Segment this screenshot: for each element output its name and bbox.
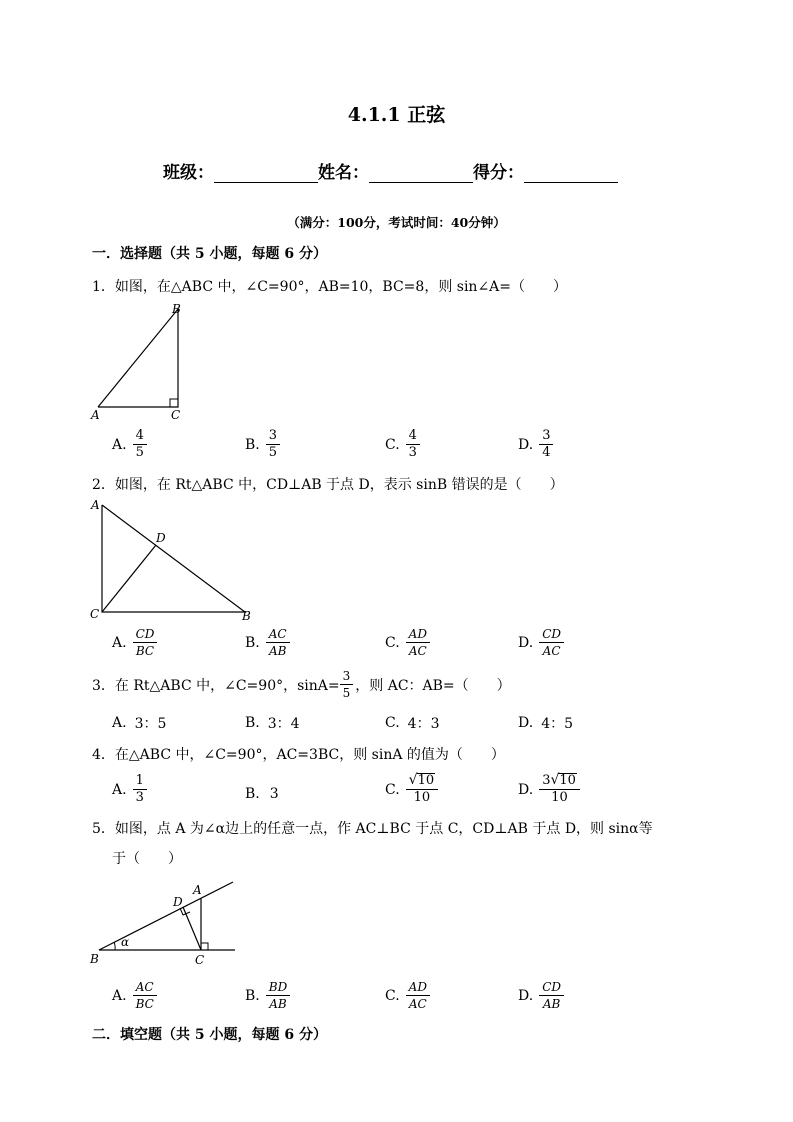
q3-option-c[interactable]: C. 4：3 xyxy=(385,715,440,732)
q3-option-a[interactable]: A. 3：5 xyxy=(112,715,167,732)
section-choice-heading: 一．选择题（共 5 小题，每题 6 分） xyxy=(92,246,327,262)
fig1-label-b: B xyxy=(172,302,181,316)
question-1-figure xyxy=(88,300,198,425)
question-3-text: 3．在 Rt△ABC 中，∠C=90°，sinA= $\frac{3}{5}$ ，则 AC：AB=（ ） xyxy=(92,669,511,700)
q5-option-c[interactable]: C. $\frac{AD}{AC}$ xyxy=(385,979,430,1012)
student-info-row xyxy=(163,158,618,183)
score-field[interactable] xyxy=(524,164,618,183)
q5-option-d[interactable]: D. $\frac{CD}{AB}$ xyxy=(518,979,564,1012)
fig1-label-c: C xyxy=(171,408,181,422)
q1-option-d[interactable]: D. $\frac{3}{4}$ xyxy=(518,428,553,461)
q2-option-a[interactable]: A. $\frac{CD}{BC}$ xyxy=(112,626,157,659)
class-field[interactable] xyxy=(214,164,318,183)
q1-option-c[interactable]: C. $\frac{4}{3}$ xyxy=(385,428,420,461)
fig2-label-b: B xyxy=(242,609,251,623)
question-2-figure xyxy=(85,495,260,625)
question-1-text: 1．如图，在△ABC 中，∠C=90°，AB=10，BC=8，则 sin∠A=（ ） xyxy=(92,279,568,295)
question-4-text: 4．在△ABC 中，∠C=90°，AC=3BC，则 sinA 的值为（ ） xyxy=(92,747,505,763)
q2-option-b[interactable]: B. $\frac{AC}{AB}$ xyxy=(245,626,290,659)
question-5-figure xyxy=(85,875,245,970)
fig5-label-b: B xyxy=(90,952,99,966)
fig5-label-d: D xyxy=(173,895,183,909)
question-5-text-line2: 于（ ） xyxy=(112,851,182,867)
fig2-label-d: D xyxy=(156,531,166,545)
page-title: 4.1.1 正弦 xyxy=(347,104,446,126)
exam-note: （满分：100分，考试时间：40分钟） xyxy=(287,215,506,230)
section-fill-heading: 二．填空题（共 5 小题，每题 6 分） xyxy=(92,1027,327,1043)
q4-option-a[interactable]: A. $\frac{1}{3}$ xyxy=(112,773,147,806)
q4-option-b[interactable]: B. 3 xyxy=(245,786,279,802)
q3-option-d[interactable]: D. 4：5 xyxy=(518,715,574,732)
q5-option-b[interactable]: B. $\frac{BD}{AB}$ xyxy=(245,979,290,1012)
q1-option-a[interactable]: A. $\frac{4}{5}$ xyxy=(112,428,147,461)
question-2-text: 2．如图，在 Rt△ABC 中，CD⊥AB 于点 D，表示 sinB 错误的是（ ） xyxy=(92,477,564,493)
class-label: 班级： xyxy=(163,163,214,183)
fig5-label-a: A xyxy=(193,883,202,897)
q2-option-d[interactable]: D. $\frac{CD}{AC}$ xyxy=(518,626,564,659)
q2-option-c[interactable]: C. $\frac{AD}{AC}$ xyxy=(385,626,430,659)
q4-option-c[interactable]: C. √ 10 10 xyxy=(385,773,438,806)
question-5-text-line1: 5．如图，点 A 为∠α边上的任意一点，作 AC⊥BC 于点 C，CD⊥AB 于点 D，则 sinα等 xyxy=(92,821,653,837)
q4-option-d[interactable]: D. 3 √ 10 10 xyxy=(518,773,580,806)
q5-option-a[interactable]: A. $\frac{AC}{BC}$ xyxy=(112,979,157,1012)
score-label: 得分： xyxy=(473,163,524,183)
fig1-label-a: A xyxy=(91,408,100,422)
q1-option-b[interactable]: B. $\frac{3}{5}$ xyxy=(245,428,280,461)
q3-option-b[interactable]: B. 3：4 xyxy=(245,715,300,732)
name-field[interactable] xyxy=(369,164,473,183)
fig2-label-a: A xyxy=(91,498,100,512)
fig5-label-alpha: α xyxy=(121,935,130,949)
fig5-label-c: C xyxy=(195,953,205,967)
name-label: 姓名： xyxy=(318,163,369,183)
fig2-label-c: C xyxy=(90,607,100,621)
